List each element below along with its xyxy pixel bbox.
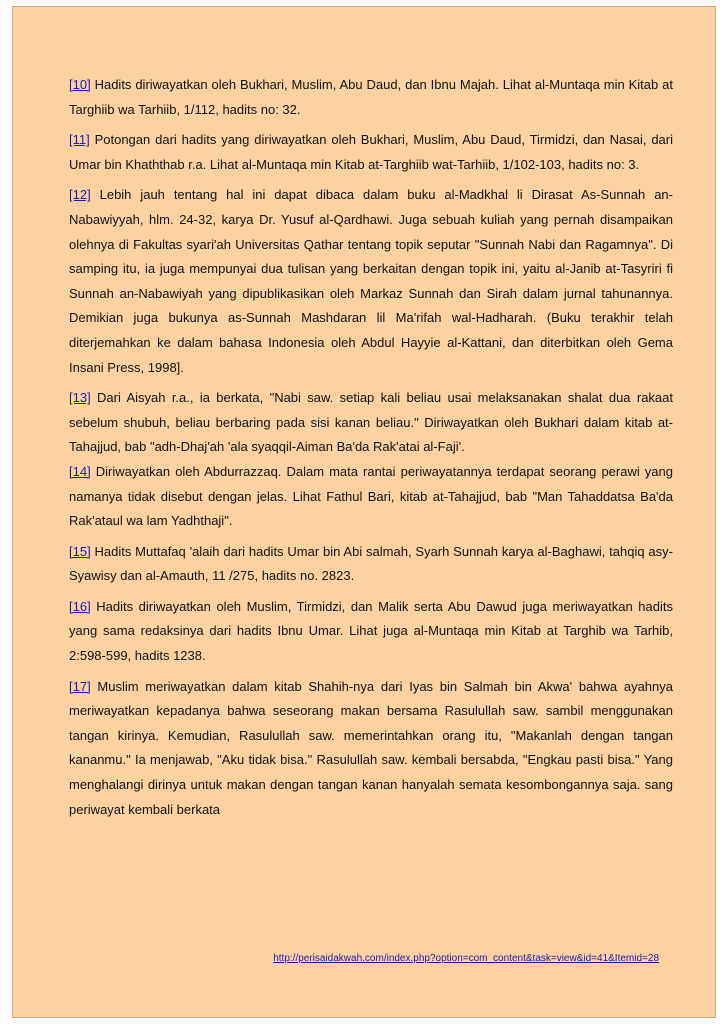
footnotes-list bbox=[69, 73, 673, 828]
document-page bbox=[12, 6, 716, 1018]
footnote-ref-link[interactable]: [17] bbox=[69, 678, 91, 694]
footnote-15 bbox=[69, 540, 673, 589]
footnote-ref-link[interactable]: [11] bbox=[69, 132, 90, 148]
footnote-14 bbox=[69, 460, 673, 534]
footnote-text: Hadits Muttafaq 'alaih dari hadits Umar bin Abi salmah, Syarh Sunnah karya al-Baghawi, tahqiq asy-Syawisy dan al-Amauth, 11 /275, hadits no. 2823. bbox=[69, 543, 673, 584]
footnote-text: Hadits diriwayatkan oleh Bukhari, Muslim, Abu Daud, dan Ibnu Majah. Lihat al-Muntaqa min Kitab at Targhiib wa Tarhiib, 1/112, hadits no: 32. bbox=[69, 77, 673, 117]
source-url-link[interactable]: http://perisaidakwah.com/index.php?option=com_content&task=view&id=41&Itemid=28 bbox=[273, 953, 659, 964]
footnote-ref-link[interactable]: [14] bbox=[69, 463, 91, 479]
footnote-10 bbox=[69, 73, 673, 122]
footnote-text: Lebih jauh tentang hal ini dapat dibaca dalam buku al-Madkhal li Dirasat As-Sunnah an-Nabawiyyah, hlm. 24-32, karya Dr. Yusuf al-Qardhawi. Juga sebuah kuliah yang pernah disampaikan olehnya di Fakultas syari'ah Universitas Qathar tentang topik seputar "Sunnah Nabi dan Ragamnya". Di samping itu, ia juga mempunyai dua tulisan yang berkaitan dengan topik ini, yaitu al-Janib at-Tasyriri fi Sunnah an-Nabawiyah yang dipublikasikan oleh Markaz Sunnah dan Sirah dalam jurnal tahunannya. Demikian juga bukunya as-Sunnah Mashdaran lil Ma'rifah wal-Hadharah. (Buku terakhir telah diterjemahkan ke dalam bahasa Indonesia oleh Abdul Hayyie al-Kattani, dan diterbitkan oleh Gema Insani Press, 1998]. bbox=[69, 187, 673, 375]
footnote-ref-link[interactable]: [16] bbox=[69, 598, 91, 614]
footnote-11 bbox=[69, 128, 673, 177]
footnote-text: Hadits diriwayatkan oleh Muslim, Tirmidzi, dan Malik serta Abu Dawud juga meriwayatkan hadits yang sama redaksinya dari hadits Ibnu Umar. Lihat juga al-Muntaqa min Kitab at Targhib wa Tarhib, 2:598-599, hadits 1238. bbox=[69, 598, 673, 664]
footnote-ref-link[interactable]: [13] bbox=[69, 390, 91, 406]
footnote-text: Diriwayatkan oleh Abdurrazzaq. Dalam mata rantai periwayatannya terdapat seorang perawi yang namanya tidak disebut dengan jelas. Lihat Fathul Bari, kitab at-Tahajjud, bab "Man Tahaddatsa Ba'da Rak'ataul wa lam Yadhthaji". bbox=[69, 463, 673, 529]
footnote-ref-link[interactable]: [15] bbox=[69, 543, 91, 559]
footnote-17 bbox=[69, 675, 673, 823]
footnote-ref-link[interactable]: [10] bbox=[69, 77, 91, 92]
footnote-12 bbox=[69, 183, 673, 380]
footnote-text: Potongan dari hadits yang diriwayatkan oleh Bukhari, Muslim, Abu Daud, Tirmidzi, dan Nasai, dari Umar bin Khaththab r.a. Lihat al-Muntaqa min Kitab at-Targhiib wat-Tarhiib, 1/102-103, hadits no: 3. bbox=[69, 132, 673, 172]
footnote-text: Dari Aisyah r.a., ia berkata, "Nabi saw. setiap kali beliau usai melaksanakan shalat dua rakaat sebelum shubuh, beliau berbaring pada sisi kanan beliau." Diriwayatkan oleh Bukhari dalam kitab at-Tahajjud, bab "adh-Dhaj'ah 'ala syaqqil-Aiman Ba'da Rak'atai al-Faji'. bbox=[69, 390, 673, 455]
footnote-ref-link[interactable]: [12] bbox=[69, 187, 91, 203]
footnote-13 bbox=[69, 386, 673, 460]
footnote-16 bbox=[69, 595, 673, 669]
footnote-text: Muslim meriwayatkan dalam kitab Shahih-nya dari Iyas bin Salmah bin Akwa' bahwa ayahnya meriwayatkan kepadanya bahwa seseorang makan bersama Rasulullah saw. sambil menggunakan tangan kirinya. Kemudian, Rasulullah saw. memerintahkan orang itu, "Makanlah dengan tangan kananmu." Ia menjawab, "Aku tidak bisa." Rasulullah saw. kembali bersabda, "Engkau pasti bisa." Yang menghalangi dirinya untuk makan dengan tangan kanan hanyalah semata kesombongannya saja. sang periwayat kembali berkata bbox=[69, 678, 673, 817]
